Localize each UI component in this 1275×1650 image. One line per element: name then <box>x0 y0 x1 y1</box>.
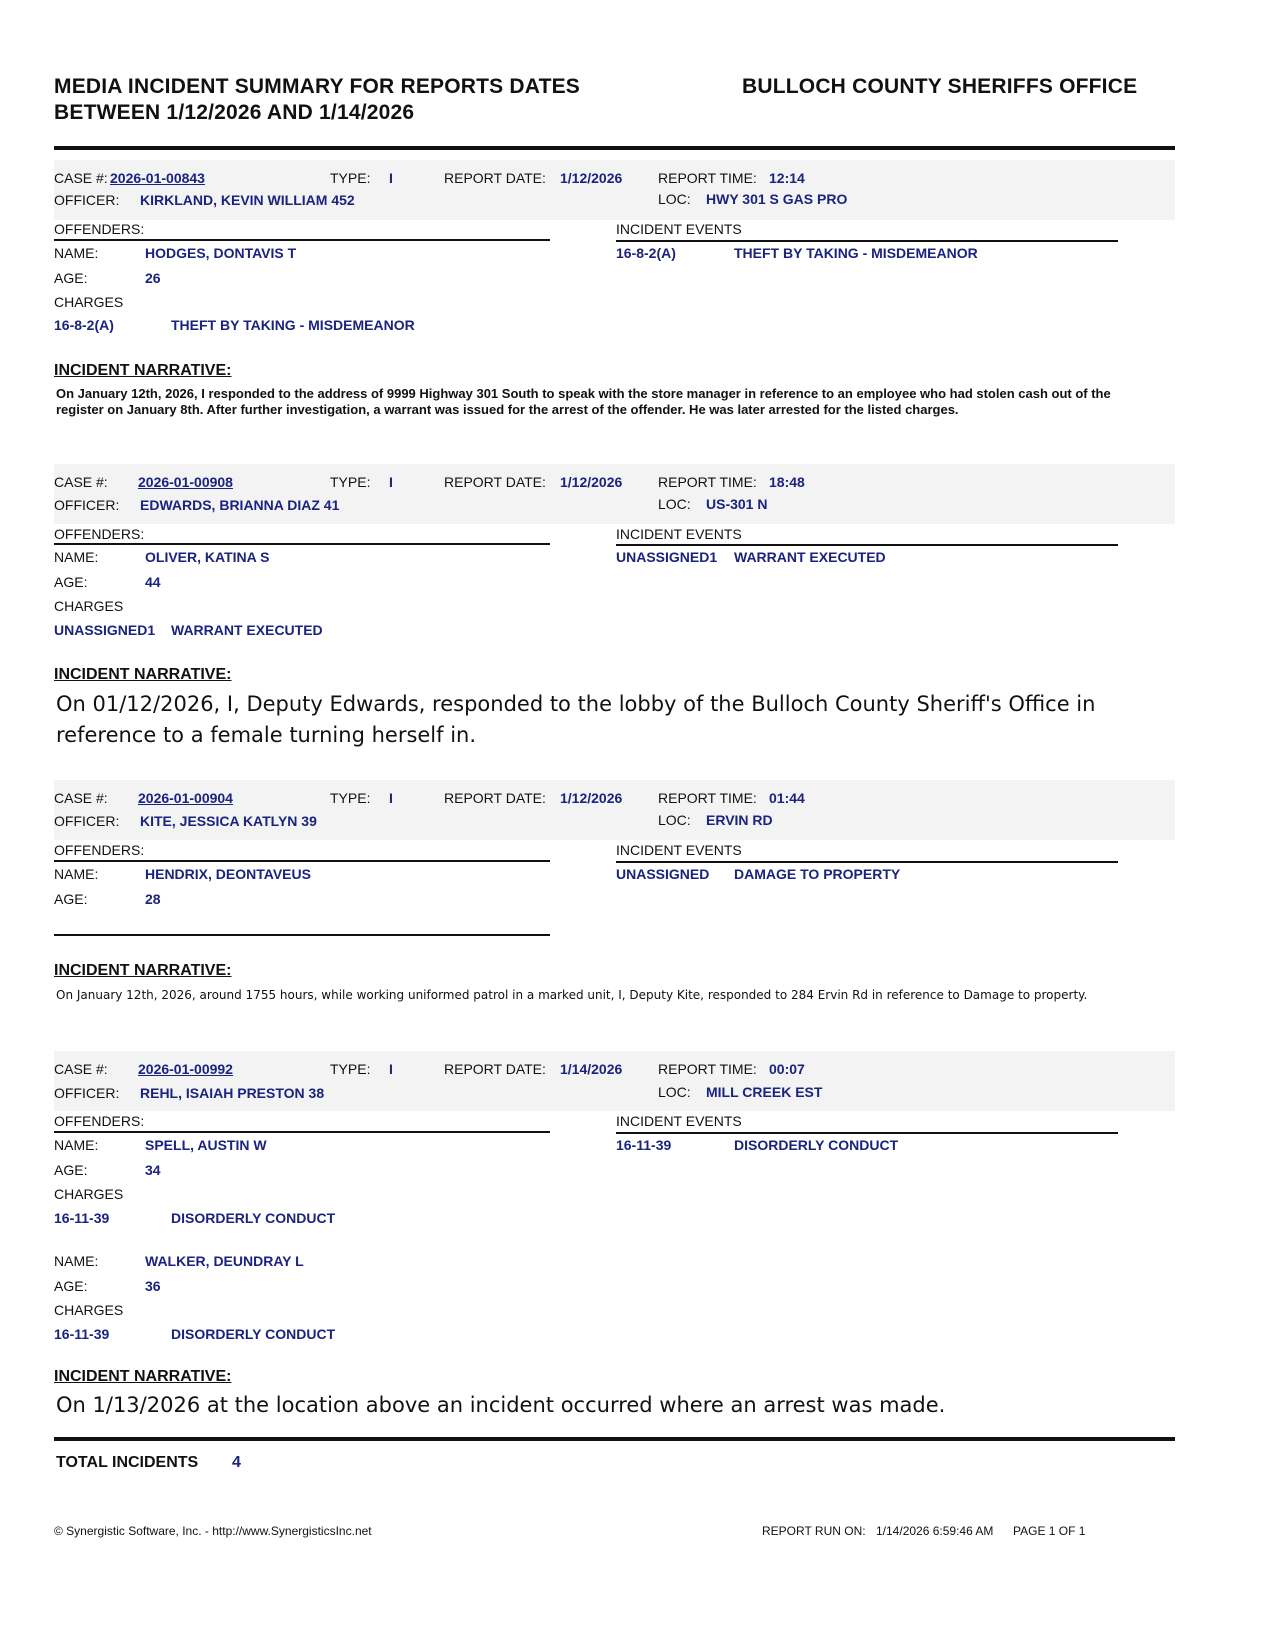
case-number-label: CASE #: <box>54 170 108 186</box>
case-number-link[interactable]: 2026-01-00992 <box>138 1061 233 1077</box>
total-incidents-label: TOTAL INCIDENTS <box>56 1454 199 1471</box>
report-date-label: REPORT DATE: <box>444 1061 546 1077</box>
charges-label: CHARGES <box>54 598 124 614</box>
officer-label: OFFICER: <box>54 813 120 829</box>
narrative-text: On January 12th, 2026, I responded to the address of 9999 Highway 301 South to speak with the store manager in reference to an employee who had stolen cash out of the register on January 8th. After further investigation, a warrant was issued for the arrest of the offender. He was later arrested for the listed charges. <box>56 386 1111 417</box>
offender-name-label: NAME: <box>54 1253 99 1269</box>
offenders-underline <box>54 860 550 862</box>
officer-value: KITE, JESSICA KATLYN 39 <box>140 813 317 829</box>
offender-name: OLIVER, KATINA S <box>145 549 270 565</box>
offender-name: HODGES, DONTAVIS T <box>145 245 297 261</box>
case-header-band <box>54 160 1175 220</box>
officer-value: REHL, ISAIAH PRESTON 38 <box>140 1085 325 1101</box>
event-code: UNASSIGNED1 <box>616 549 718 565</box>
case-header-band <box>54 1051 1175 1111</box>
report-date-value: 1/14/2026 <box>560 1061 623 1077</box>
report-time-value: 00:07 <box>769 1061 805 1077</box>
case-number-label: CASE #: <box>54 790 108 806</box>
event-description: DAMAGE TO PROPERTY <box>734 866 901 882</box>
loc-label: LOC: <box>658 496 691 512</box>
report-date-value: 1/12/2026 <box>560 170 623 186</box>
narrative-text: On January 12th, 2026, around 1755 hours, while working uniformed patrol in a marked unit, I, Deputy Kite, responded to 284 Ervin Rd in reference to Damage to property. <box>56 988 1088 1002</box>
incident-events-label: INCIDENT EVENTS <box>616 221 742 237</box>
offenders-underline <box>54 239 550 241</box>
incident-events-underline <box>616 544 1118 546</box>
offenders-underline <box>54 1131 550 1133</box>
event-code: 16-11-39 <box>616 1137 672 1153</box>
header-divider <box>54 146 1175 150</box>
charge-description: DISORDERLY CONDUCT <box>171 1210 336 1226</box>
event-description: THEFT BY TAKING - MISDEMEANOR <box>734 245 978 261</box>
type-label: TYPE: <box>330 170 371 186</box>
loc-label: LOC: <box>658 1084 691 1100</box>
offender-age-label: AGE: <box>54 270 88 286</box>
offender-name-label: NAME: <box>54 245 99 261</box>
offender-age: 28 <box>145 891 161 907</box>
report-time-label: REPORT TIME: <box>658 790 757 806</box>
loc-value: ERVIN RD <box>706 812 773 828</box>
offender-name: SPELL, AUSTIN W <box>145 1137 267 1153</box>
charge-code: 16-11-39 <box>54 1326 110 1342</box>
narrative-heading: INCIDENT NARRATIVE: <box>54 666 232 683</box>
offender-age-label: AGE: <box>54 891 88 907</box>
event-description: DISORDERLY CONDUCT <box>734 1137 899 1153</box>
offender-age-label: AGE: <box>54 574 88 590</box>
offender-age-label: AGE: <box>54 1162 88 1178</box>
offender-name: HENDRIX, DEONTAVEUS <box>145 866 311 882</box>
officer-label: OFFICER: <box>54 497 120 513</box>
loc-label: LOC: <box>658 191 691 207</box>
offender-age: 36 <box>145 1278 161 1294</box>
charges-label: CHARGES <box>54 1302 124 1318</box>
event-description: WARRANT EXECUTED <box>734 549 886 565</box>
report-title-line2: BETWEEN 1/12/2026 AND 1/14/2026 <box>54 101 415 124</box>
footer-page-number: PAGE 1 OF 1 <box>1013 1524 1086 1538</box>
incident-events-underline <box>616 240 1118 242</box>
type-value: I <box>389 790 393 806</box>
incident-events-label: INCIDENT EVENTS <box>616 526 742 542</box>
case-number-label: CASE #: <box>54 474 108 490</box>
charges-label: CHARGES <box>54 1186 124 1202</box>
report-time-value: 01:44 <box>769 790 805 806</box>
footer-report-run-value: 1/14/2026 6:59:46 AM <box>876 1524 994 1538</box>
report-time-value: 18:48 <box>769 474 805 490</box>
report-date-label: REPORT DATE: <box>444 170 546 186</box>
report-date-label: REPORT DATE: <box>444 790 546 806</box>
officer-label: OFFICER: <box>54 1085 120 1101</box>
incident-events-label: INCIDENT EVENTS <box>616 842 742 858</box>
case-header-band <box>54 464 1175 524</box>
offender-age: 26 <box>145 270 161 286</box>
charge-code: UNASSIGNED1 <box>54 622 156 638</box>
offender-name-label: NAME: <box>54 549 99 565</box>
offender-age: 34 <box>145 1162 161 1178</box>
case-number-link[interactable]: 2026-01-00904 <box>138 790 233 806</box>
offender-age: 44 <box>145 574 161 590</box>
total-incidents-value: 4 <box>232 1454 241 1471</box>
charge-code: 16-11-39 <box>54 1210 110 1226</box>
offender-name: WALKER, DEUNDRAY L <box>145 1253 304 1269</box>
totals-divider <box>54 1437 1175 1441</box>
offender-name-label: NAME: <box>54 1137 99 1153</box>
type-value: I <box>389 170 393 186</box>
offenders-label: OFFENDERS: <box>54 1113 145 1129</box>
report-date-value: 1/12/2026 <box>560 474 623 490</box>
offender-age-label: AGE: <box>54 1278 88 1294</box>
report-date-label: REPORT DATE: <box>444 474 546 490</box>
type-label: TYPE: <box>330 474 371 490</box>
footer-copyright: © Synergistic Software, Inc. - http://www.SynergisticsInc.net <box>54 1524 372 1538</box>
incident-events-label: INCIDENT EVENTS <box>616 1113 742 1129</box>
event-code: UNASSIGNED <box>616 866 710 882</box>
offender-name-label: NAME: <box>54 866 99 882</box>
narrative-heading: INCIDENT NARRATIVE: <box>54 962 232 979</box>
charges-label: CHARGES <box>54 294 124 310</box>
officer-value: EDWARDS, BRIANNA DIAZ 41 <box>140 497 340 513</box>
offenders-label: OFFENDERS: <box>54 221 145 237</box>
report-time-label: REPORT TIME: <box>658 474 757 490</box>
case-number-label: CASE #: <box>54 1061 108 1077</box>
offenders-label: OFFENDERS: <box>54 842 145 858</box>
offenders-underline <box>54 543 550 545</box>
report-time-label: REPORT TIME: <box>658 170 757 186</box>
loc-value: MILL CREEK EST <box>706 1084 823 1100</box>
type-label: TYPE: <box>330 1061 371 1077</box>
offenders-label: OFFENDERS: <box>54 526 145 542</box>
report-title-line1: MEDIA INCIDENT SUMMARY FOR REPORTS DATES <box>54 75 581 98</box>
agency-name: BULLOCH COUNTY SHERIFFS OFFICE <box>742 75 1138 98</box>
officer-label: OFFICER: <box>54 192 120 208</box>
type-value: I <box>389 1061 393 1077</box>
charge-description: THEFT BY TAKING - MISDEMEANOR <box>171 317 415 333</box>
case-header-band <box>54 780 1175 840</box>
incident-events-underline <box>616 861 1118 863</box>
loc-value: HWY 301 S GAS PRO <box>706 191 848 207</box>
narrative-text: On 01/12/2026, I, Deputy Edwards, responded to the lobby of the Bulloch County Sheriff's Office in reference to a female turning herself in. <box>56 692 1096 747</box>
charge-description: DISORDERLY CONDUCT <box>171 1326 336 1342</box>
narrative-heading: INCIDENT NARRATIVE: <box>54 362 232 379</box>
type-label: TYPE: <box>330 790 371 806</box>
footer-report-run-label: REPORT RUN ON: <box>762 1524 866 1538</box>
narrative-heading: INCIDENT NARRATIVE: <box>54 1368 232 1385</box>
report-time-value: 12:14 <box>769 170 805 186</box>
event-code: 16-8-2(A) <box>616 245 676 261</box>
narrative-text: On 1/13/2026 at the location above an incident occurred where an arrest was made. <box>56 1393 946 1417</box>
report-date-value: 1/12/2026 <box>560 790 623 806</box>
officer-value: KIRKLAND, KEVIN WILLIAM 452 <box>140 192 355 208</box>
report-time-label: REPORT TIME: <box>658 1061 757 1077</box>
type-value: I <box>389 474 393 490</box>
charge-code: 16-8-2(A) <box>54 317 114 333</box>
offenders-bottom-rule <box>54 934 550 936</box>
loc-value: US-301 N <box>706 496 768 512</box>
loc-label: LOC: <box>658 812 691 828</box>
case-number-link[interactable]: 2026-01-00843 <box>110 170 205 186</box>
case-number-link[interactable]: 2026-01-00908 <box>138 474 233 490</box>
incident-events-underline <box>616 1132 1118 1134</box>
charge-description: WARRANT EXECUTED <box>171 622 323 638</box>
